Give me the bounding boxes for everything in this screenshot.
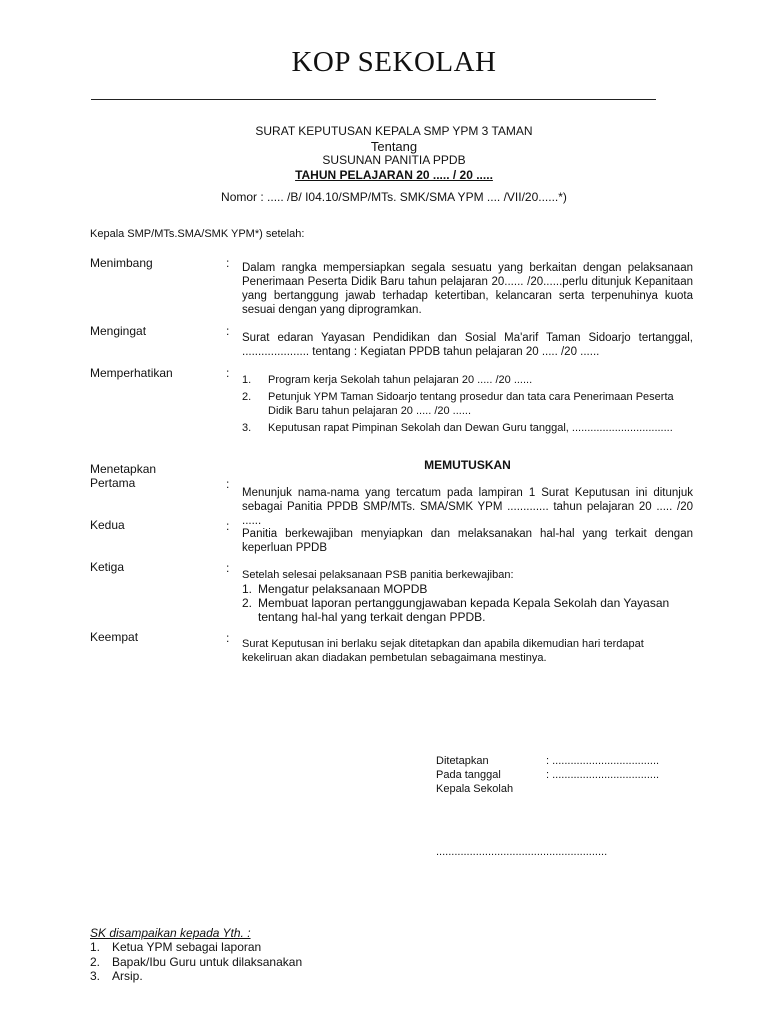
- list-item: [90, 940, 302, 955]
- list-item: [90, 955, 302, 970]
- list-item: [242, 582, 693, 596]
- list-item-number: 1.: [242, 374, 252, 386]
- list-item-number: 2.: [242, 391, 252, 403]
- list-item-text: Bapak/Ibu Guru untuk dilaksanakan: [112, 954, 303, 969]
- decree-subject: SUSUNAN PANITIA PPDB: [322, 153, 466, 167]
- signature-name-line: ........................................................: [436, 846, 608, 858]
- list-item-number: 1.: [242, 582, 253, 596]
- memperhatikan-colon: :: [226, 366, 230, 380]
- keempat-text: [242, 637, 693, 665]
- ketiga-label: Ketiga: [90, 560, 125, 574]
- pertama-text: [242, 486, 693, 528]
- list-item-number: 1.: [90, 940, 101, 954]
- list-item-text: Membuat laporan pertanggungjawaban kepada Kepala Sekolah dan Yayasan tentang hal-hal yang terkait dengan PPDB.: [258, 596, 670, 624]
- mengingat-colon: :: [226, 324, 230, 338]
- list-item: [242, 373, 693, 387]
- list-item-text: Keputusan rapat Pimpinan Sekolah dan Dewan Guru tanggal, .................................: [268, 422, 673, 434]
- distribution-title: SK disampaikan kepada Yth. :: [90, 926, 251, 940]
- decree-title: SURAT KEPUTUSAN KEPALA SMP YPM 3 TAMAN: [255, 124, 533, 138]
- pertama-colon: :: [226, 477, 230, 491]
- list-item: [242, 421, 693, 435]
- kedua-colon: :: [226, 519, 230, 533]
- list-item-text: Mengatur pelaksanaan MOPDB: [258, 582, 428, 596]
- list-item-text: Ketua YPM sebagai laporan: [112, 940, 262, 954]
- list-item: [242, 596, 693, 624]
- list-item-number: 2.: [90, 954, 101, 969]
- memperhatikan-list: [242, 373, 693, 438]
- kedua-paragraph: Panitia berkewajiban menyiapkan dan melaksanakan hal-hal yang terkait dengan keperluan PPDB: [242, 528, 693, 554]
- kepala-sekolah-label: Kepala Sekolah: [436, 783, 514, 795]
- ketiga-intro: Setelah selesai pelaksanaan PSB panitia berkewajiban:: [242, 569, 514, 581]
- mengingat-paragraph: Surat edaran Yayasan Pendidikan dan Sosial Ma'arif Taman Sidoarjo tertanggal, ..................... tentang : Kegiatan PPDB tahun pelajaran 20 ..... /20 ......: [242, 332, 693, 358]
- list-item-text: Program kerja Sekolah tahun pelajaran 20 ..... /20 ......: [268, 374, 533, 386]
- list-item-number: 3.: [90, 969, 101, 983]
- tanggal-label: Pada tanggal: [436, 769, 501, 781]
- list-item: [242, 390, 693, 418]
- ketiga-list: [242, 582, 693, 624]
- keempat-paragraph: Surat Keputusan ini berlaku sejak ditetapkan dan apabila dikemudian hari terdapat kekeliruan akan diadakan pembetulan sebagaimana mestinya.: [242, 638, 644, 664]
- kedua-text: [242, 527, 693, 555]
- menimbang-text: [242, 261, 693, 317]
- pertama-paragraph: Menunjuk nama-nama yang tercatum pada lampiran 1 Surat Keputusan ini ditunjuk sebagai Panitia PPDB SMP/MTs. SMA/SMK YPM ............. tahun pelajaran 20 ..... /20 ......: [242, 487, 693, 527]
- list-item-text: Arsip.: [112, 969, 143, 983]
- ketiga-colon: :: [226, 561, 230, 575]
- list-item-number: 2.: [242, 596, 253, 610]
- ditetapkan-label: Ditetapkan: [436, 755, 489, 767]
- tanggal-value: : ...................................: [546, 769, 660, 781]
- keempat-colon: :: [226, 631, 230, 645]
- distribution-list: [90, 926, 302, 984]
- pertama-label: Pertama: [90, 476, 136, 490]
- list-item-number: 3.: [242, 422, 252, 434]
- memperhatikan-label: Memperhatikan: [90, 366, 173, 380]
- letterhead-title: KOP SEKOLAH: [291, 46, 497, 78]
- menimbang-paragraph: Dalam rangka mempersiapkan segala sesuatu yang berkaitan dengan pelaksanaan Penerimaan Peserta Didik Baru tahun pelajaran 20...... /20......perlu ditunjuk Kepanitaan yang bertanggung jawab terhadap ketertiban, kelancaran serta terpenuhinya kuota sesuai dengan yang diprogramkan.: [242, 262, 693, 316]
- keempat-label: Keempat: [90, 630, 139, 644]
- mengingat-text: [242, 331, 693, 359]
- menimbang-colon: :: [226, 256, 230, 270]
- kedua-label: Kedua: [90, 518, 125, 532]
- menimbang-label: Menimbang: [90, 256, 153, 270]
- decree-year: TAHUN PELAJARAN 20 ..... / 20 .....: [295, 168, 493, 182]
- list-item: [90, 969, 302, 984]
- decree-number: Nomor : ..... /B/ I04.10/SMP/MTs. SMK/SMA YPM .... /VII/20......*): [221, 190, 567, 204]
- decree-about: Tentang: [370, 139, 418, 154]
- letterhead-divider: [91, 99, 656, 100]
- mengingat-label: Mengingat: [90, 324, 147, 338]
- intro-text: Kepala SMP/MTs.SMA/SMK YPM*) setelah:: [90, 228, 305, 240]
- menetapkan-label: Menetapkan: [90, 462, 157, 476]
- list-item-text: Petunjuk YPM Taman Sidoarjo tentang prosedur dan tata cara Penerimaan Peserta Didik Baru tahun pelajaran 20 ..... /20 ......: [268, 391, 674, 417]
- memutuskan-heading: MEMUTUSKAN: [424, 458, 511, 472]
- ditetapkan-value: : ...................................: [546, 755, 660, 767]
